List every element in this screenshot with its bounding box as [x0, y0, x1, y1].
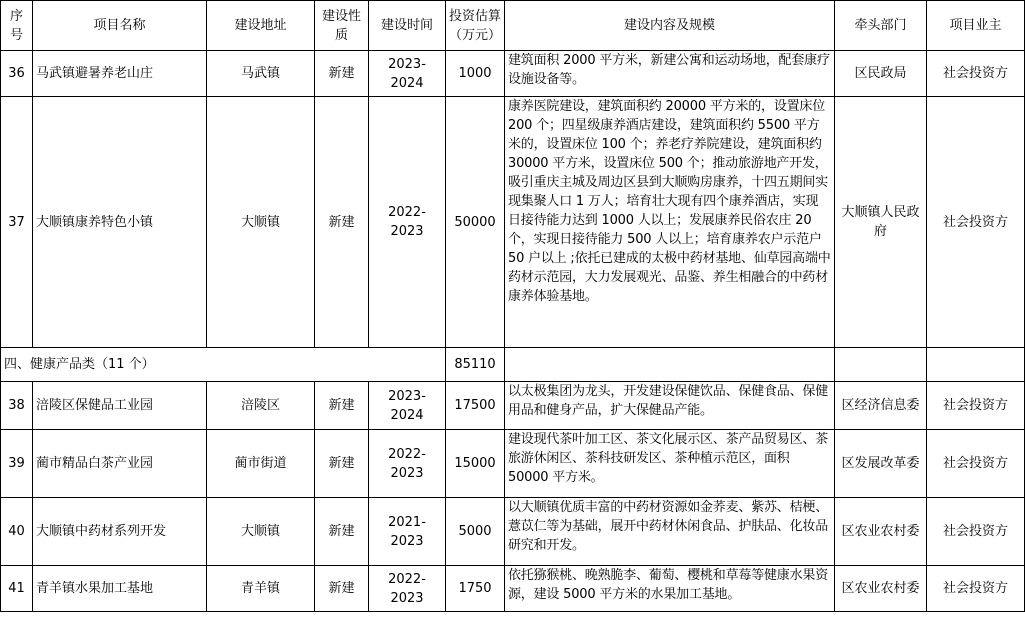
- row-nature: 新建: [315, 382, 369, 430]
- row-dept: 区经济信息委: [835, 382, 927, 430]
- section-empty-cell: [927, 348, 1025, 382]
- header-time: 建设时间: [369, 1, 446, 51]
- row-seq: 41: [1, 566, 33, 612]
- table-row: [1, 382, 1025, 430]
- table-row: [1, 498, 1025, 566]
- row-name: 蔺市精品白茶产业园: [33, 430, 207, 498]
- row-owner: 社会投资方: [927, 430, 1025, 498]
- row-content: 以太极集团为龙头，开发建设保健饮品、保健食品、保健用品和健身产品，扩大保健品产能。: [505, 382, 835, 430]
- row-investment: 15000: [446, 430, 505, 498]
- row-content: 依托猕猴桃、晚熟脆李、葡萄、樱桃和草莓等健康水果资源，建设 5000 平方米的水果加工基地。: [505, 566, 835, 612]
- row-owner: 社会投资方: [927, 51, 1025, 97]
- row-investment: 17500: [446, 382, 505, 430]
- header-owner: 项目业主: [927, 1, 1025, 51]
- row-name: 大顺镇中药材系列开发: [33, 498, 207, 566]
- row-time: 2023-2024: [369, 51, 446, 97]
- row-nature: 新建: [315, 430, 369, 498]
- header-seq: 序号: [1, 1, 33, 51]
- row-investment: 5000: [446, 498, 505, 566]
- section-title: 四、健康产品类（11 个）: [1, 348, 446, 382]
- row-investment: 50000: [446, 97, 505, 348]
- row-nature: 新建: [315, 498, 369, 566]
- table-row: [1, 430, 1025, 498]
- row-seq: 36: [1, 51, 33, 97]
- row-time: 2022-2023: [369, 430, 446, 498]
- row-dept: 大顺镇人民政府: [835, 97, 927, 348]
- row-name: 涪陵区保健品工业园: [33, 382, 207, 430]
- row-time: 2021-2023: [369, 498, 446, 566]
- row-dept: 区民政局: [835, 51, 927, 97]
- row-dept: 区农业农村委: [835, 498, 927, 566]
- row-nature: 新建: [315, 51, 369, 97]
- row-seq: 38: [1, 382, 33, 430]
- row-time: 2022-2023: [369, 97, 446, 348]
- row-location: 涪陵区: [207, 382, 315, 430]
- header-dept: 牵头部门: [835, 1, 927, 51]
- row-location: 大顺镇: [207, 97, 315, 348]
- section-investment: 85110: [446, 348, 505, 382]
- row-location: 蔺市街道: [207, 430, 315, 498]
- row-owner: 社会投资方: [927, 566, 1025, 612]
- row-name: 大顺镇康养特色小镇: [33, 97, 207, 348]
- row-name: 青羊镇水果加工基地: [33, 566, 207, 612]
- header-content: 建设内容及规模: [505, 1, 835, 51]
- row-time: 2023-2024: [369, 382, 446, 430]
- table-row: [1, 97, 1025, 348]
- section-row: [1, 348, 1025, 382]
- row-owner: 社会投资方: [927, 97, 1025, 348]
- table-row: [1, 566, 1025, 612]
- row-seq: 40: [1, 498, 33, 566]
- header-row: [1, 1, 1025, 51]
- row-seq: 37: [1, 97, 33, 348]
- row-owner: 社会投资方: [927, 382, 1025, 430]
- row-nature: 新建: [315, 97, 369, 348]
- row-seq: 39: [1, 430, 33, 498]
- row-time: 2022-2023: [369, 566, 446, 612]
- row-content: 建筑面积 2000 平方米，新建公寓和运动场地，配套康疗设施设备等。: [505, 51, 835, 97]
- row-investment: 1750: [446, 566, 505, 612]
- section-empty-cell: [505, 348, 835, 382]
- row-nature: 新建: [315, 566, 369, 612]
- row-content: 建设现代茶叶加工区、茶文化展示区、茶产品贸易区、茶旅游休闲区、茶科技研发区、茶种植示范区，面积 50000 平方米。: [505, 430, 835, 498]
- header-nature: 建设性质: [315, 1, 369, 51]
- header-name: 项目名称: [33, 1, 207, 51]
- header-investment: 投资估算（万元）: [446, 1, 505, 51]
- row-location: 大顺镇: [207, 498, 315, 566]
- row-dept: 区发展改革委: [835, 430, 927, 498]
- row-location: 马武镇: [207, 51, 315, 97]
- table-row: [1, 51, 1025, 97]
- row-content: 康养医院建设，建筑面积约 20000 平方米的，设置床位 200 个；四星级康养酒店建设，建筑面积约 5500 平方米的，设置床位 100 个；养老疗养院建设，建筑面积约 30000 平方米，设置床位 500 个；推动旅游地产开发，吸引重庆主城及周边区县到大顺购房康养，十四五期间实现集聚人口 1 万人；培育壮大现有四个康养酒店，实现日接待能力达到 1000 人以上；发展康养民俗农庄 20 个，实现日接待能力 500 人以上；培育康养农户示范户 50 户以上 ;依托已建成的太极中药材基地、仙草园高端中药材示范园，大力发展观光、品鉴、养生相融合的中药材康养体验基地。: [505, 97, 835, 348]
- row-dept: 区农业农村委: [835, 566, 927, 612]
- row-location: 青羊镇: [207, 566, 315, 612]
- row-name: 马武镇避暑养老山庄: [33, 51, 207, 97]
- row-content: 以大顺镇优质丰富的中药材资源如金荞麦、紫苏、桔梗、薏苡仁等为基础，展开中药材休闲食品、护肤品、化妆品研究和开发。: [505, 498, 835, 566]
- section-empty-cell: [835, 348, 927, 382]
- header-location: 建设地址: [207, 1, 315, 51]
- row-investment: 1000: [446, 51, 505, 97]
- row-owner: 社会投资方: [927, 498, 1025, 566]
